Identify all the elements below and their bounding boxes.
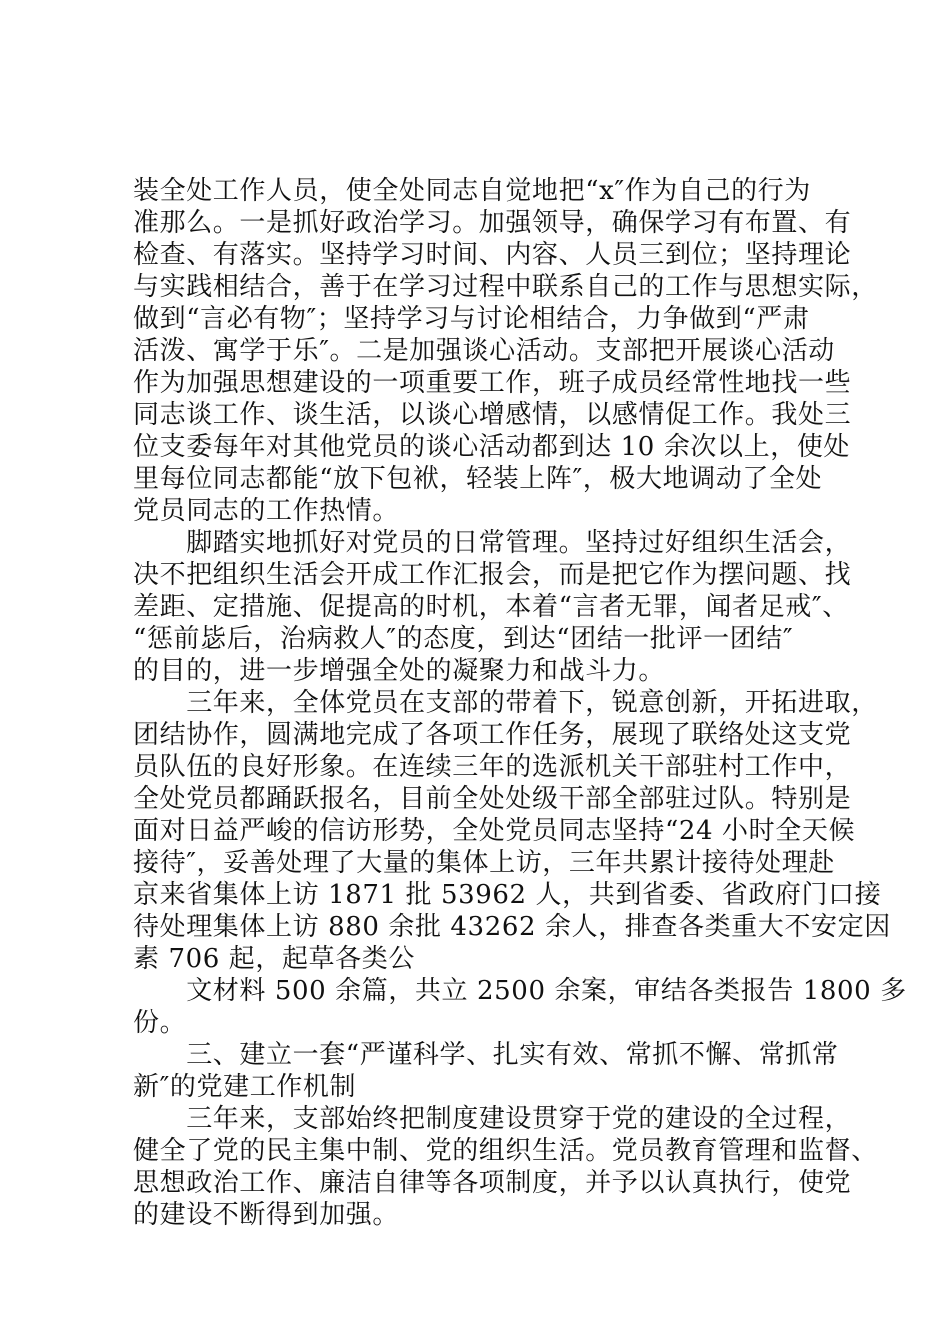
text-line: 全处党员都踊跃报名，目前全处处级干部全部驻过队。特别是: [133, 784, 852, 814]
text-line: 决不把组织生活会开成工作汇报会，而是把它作为摆问题、找: [133, 560, 852, 590]
text-line: 党员同志的工作热情。: [133, 496, 400, 526]
text-line: 检查、有落实。坚持学习时间、内容、人员三到位；坚持理论: [133, 240, 852, 270]
text-line: 面对日益严峻的信访形势，全处党员同志坚持“24 小时全天候: [133, 816, 856, 846]
text-line: 团结协作，圆满地完成了各项工作任务，展现了联络处这支党: [133, 720, 852, 750]
text-line: 里每位同志都能“放下包袱，轻装上阵″，极大地调动了全处: [133, 464, 823, 494]
text-line: 装全处工作人员，使全处同志自觉地把“x″作为自己的行为: [133, 176, 811, 206]
text-line: 三年来，支部始终把制度建设贯穿于党的建设的全过程，: [133, 1104, 852, 1134]
text-line: 与实践相结合，善于在学习过程中联系自己的工作与思想实际，: [133, 272, 878, 302]
text-line: 同志谈工作、谈生活，以谈心增感情，以感情促工作。我处三: [133, 400, 852, 430]
text-line: 思想政治工作、廉洁自律等各项制度，并予以认真执行，使党: [133, 1168, 852, 1198]
text-line: 素 706 起，起草各类公: [133, 944, 415, 974]
text-line: 接待″，妥善处理了大量的集体上访，三年共累计接待处理赴: [133, 848, 835, 878]
text-line: 三、建立一套“严谨科学、扎实有效、常抓不懈、常抓常: [133, 1040, 839, 1070]
text-line: 员队伍的良好形象。在连续三年的选派机关干部驻村工作中，: [133, 752, 852, 782]
text-line: 京来省集体上访 1871 批 53962 人，共到省委、省政府门口接: [133, 880, 882, 910]
text-line: 差距、定措施、促提高的时机，本着“言者无罪，闻者足戒″、: [133, 592, 849, 622]
text-line: 待处理集体上访 880 余批 43262 余人，排查各类重大不安定因: [133, 912, 891, 942]
text-line: 准那么。一是抓好政治学习。加强领导，确保学习有布置、有: [133, 208, 852, 238]
text-line: 份。: [133, 1008, 187, 1038]
text-line: 文材料 500 余篇，共立 2500 余案，审结各类报告 1800 多: [133, 976, 907, 1006]
text-line: 健全了党的民主集中制、党的组织生活。党员教育管理和监督、: [133, 1136, 878, 1166]
text-line: 活泼、寓学于乐″。二是加强谈心活动。支部把开展谈心活动: [133, 336, 835, 366]
text-line: 位支委每年对其他党员的谈心活动都到达 10 余次以上，使处: [133, 432, 851, 462]
text-line: 的建设不断得到加强。: [133, 1200, 400, 1230]
text-line: 新″的党建工作机制: [133, 1072, 357, 1102]
text-line: 作为加强思想建设的一项重要工作，班子成员经常性地找一些: [133, 368, 852, 398]
text-line: 三年来，全体党员在支部的带着下，锐意创新，开拓进取，: [133, 688, 878, 718]
text-line: 脚踏实地抓好对党员的日常管理。坚持过好组织生活会，: [133, 528, 852, 558]
text-line: 的目的，进一步增强全处的凝聚力和战斗力。: [133, 656, 666, 686]
text-line: 做到“言必有物″；坚持学习与讨论相结合，力争做到“严肃: [133, 304, 810, 334]
text-line: “惩前毖后，治病救人″的态度，到达“团结一批评一团结″: [133, 624, 794, 654]
